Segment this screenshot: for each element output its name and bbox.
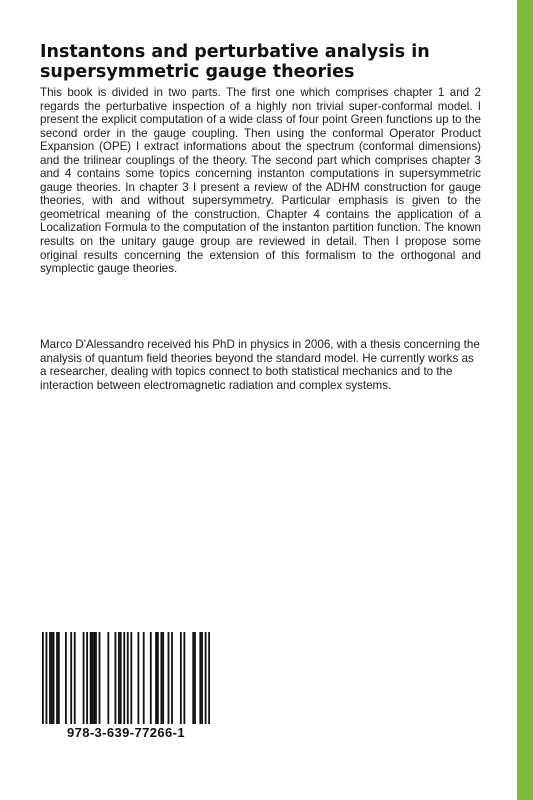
isbn-number: 978-3-639-77266-1: [66, 725, 186, 740]
barcode-bar: [49, 632, 51, 724]
barcode-graphic: [42, 632, 210, 724]
barcode-bar: [86, 632, 88, 724]
barcode-bar: [90, 632, 92, 724]
barcode-bar: [127, 632, 129, 724]
barcode-bar: [99, 632, 101, 724]
barcode-bar: [92, 632, 94, 724]
barcode-bar: [155, 632, 157, 724]
barcode-bar: [93, 632, 95, 724]
barcode-bar: [160, 632, 162, 724]
barcode-bar: [107, 632, 109, 724]
barcode-bar: [46, 632, 48, 724]
barcode-bar: [118, 632, 120, 724]
barcode-bar: [168, 632, 170, 724]
barcode-bar: [201, 632, 203, 724]
barcode-bar: [192, 632, 194, 724]
barcode-bar: [150, 632, 152, 724]
barcode-bar: [74, 632, 76, 724]
barcode-bar: [208, 632, 210, 724]
barcode-bar: [51, 632, 53, 724]
barcode-bar: [65, 632, 67, 724]
barcode-bar: [95, 632, 97, 724]
book-description: This book is divided in two parts. The first one which comprises chapter 1 and 2 regards the perturbative inspection of a highly non trivial super-conformal model. I present the explicit computation of a wide class of four point Green functions up to the second order in the gauge coupling. Then using the conformal Operator Product Expansion (OPE) I extract informations about the spectrum (conformal dimensions) and the trilinear couplings of the theory. The second part which comprises chapter 3 and 4 contains some topics concerning instanton computations in supersymmetric gauge theories. In chapter 3 I present a review of the ADHM construction for gauge theories, with and without supersymmetry. Particular emphasis is given to the geometrical meaning of the construction. Chapter 4 contains the application of a Localization Formula to the computation of the instanton partition function. The known results on the unitary gauge group are reviewed in detail. Then I propose some original results concerning the extension of this formalism to the orthogonal and symplectic gauge theories.: [40, 86, 481, 276]
barcode-bar: [70, 632, 72, 724]
barcode-bar: [42, 632, 44, 724]
barcode-bar: [205, 632, 207, 724]
green-side-stripe: [517, 0, 533, 800]
barcode-bar: [58, 632, 60, 724]
barcode-bar: [180, 632, 182, 724]
barcode-bar: [162, 632, 164, 724]
book-title: Instantons and perturbative analysis in supersymmetric gauge theories: [40, 42, 430, 82]
barcode: [42, 632, 210, 724]
barcode-bar: [56, 632, 58, 724]
author-bio: Marco D'Alessandro received his PhD in physics in 2006, with a thesis concerning the analysis of quantum field theories beyond the standard model. He currently works as a researcher, dealing with topics connect to both statistical mechanics and to the interaction between electromagnetic radiation and complex systems.: [40, 338, 480, 392]
barcode-bar: [183, 632, 185, 724]
barcode-bar: [171, 632, 173, 724]
barcode-bar: [120, 632, 122, 724]
barcode-bar: [130, 632, 132, 724]
barcode-bar: [115, 632, 117, 724]
barcode-bar: [157, 632, 159, 724]
barcode-bar: [137, 632, 139, 724]
barcode-bar: [199, 632, 201, 724]
barcode-bar: [143, 632, 145, 724]
barcode-bar: [83, 632, 85, 724]
barcode-bar: [53, 632, 55, 724]
barcode-bar: [123, 632, 125, 724]
barcode-bar: [194, 632, 196, 724]
